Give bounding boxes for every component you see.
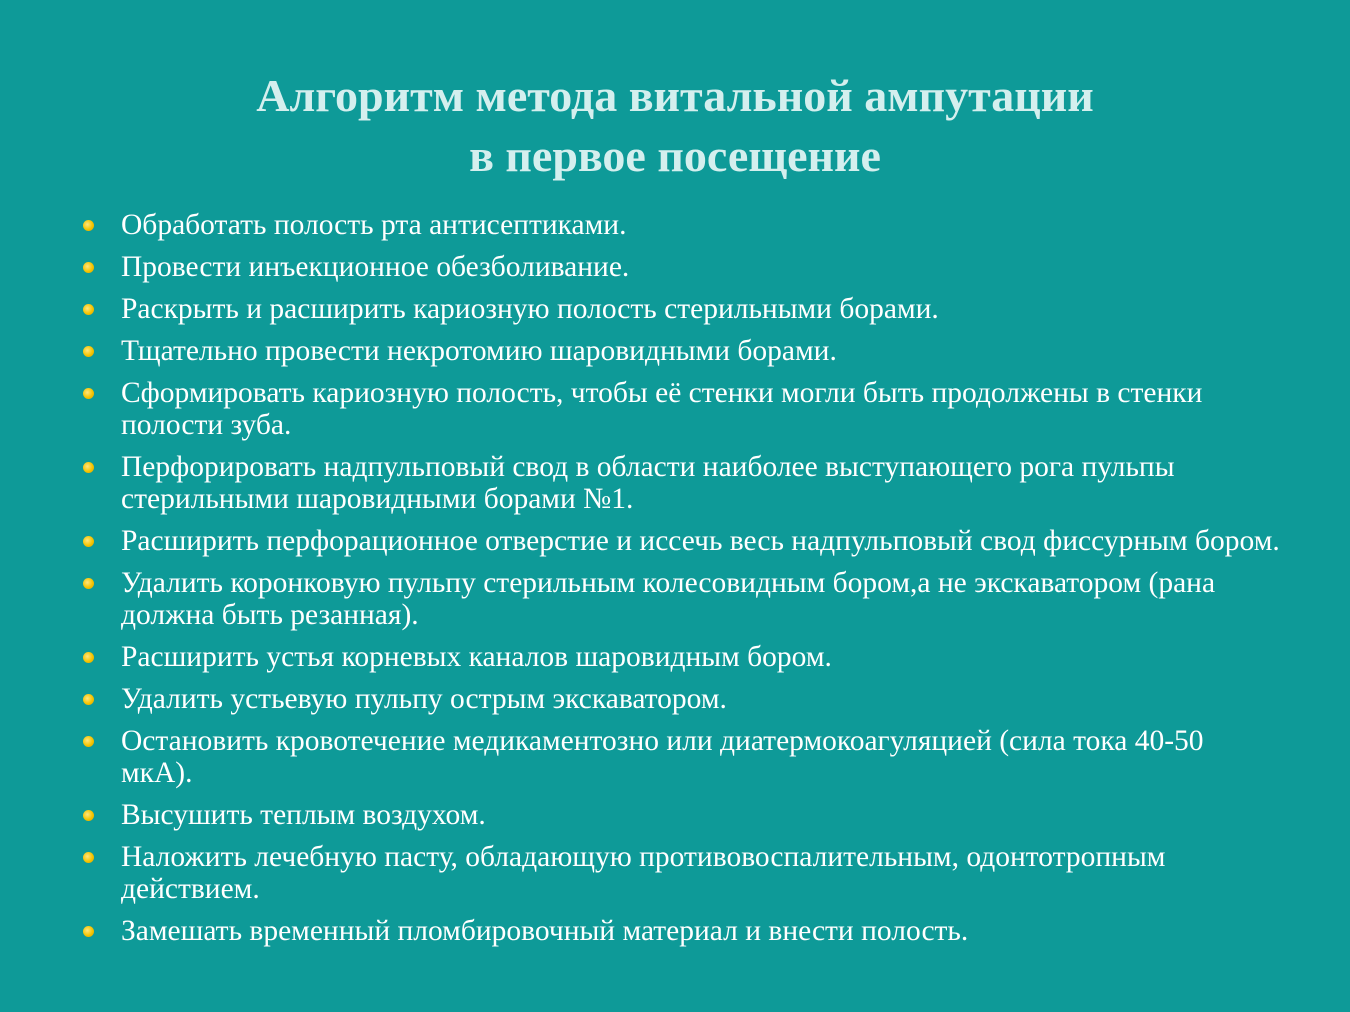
- list-item-text: Высушить теплым воздухом.: [121, 799, 486, 831]
- bullet-icon: [83, 304, 94, 315]
- list-item: [80, 525, 1280, 557]
- list-item: [80, 841, 1280, 905]
- title-line-2: в первое посещение: [469, 130, 881, 181]
- list-item-text: Тщательно провести некротомию шаровидными борами.: [121, 335, 837, 367]
- bullet-icon: [83, 346, 94, 357]
- bullet-icon: [83, 852, 94, 863]
- list-item: [80, 915, 1280, 947]
- list-item: [80, 567, 1280, 631]
- list-item: [80, 335, 1280, 367]
- list-item-text: Сформировать кариозную полость, чтобы её стенки могли быть продолжены в стенки полости зуба.: [121, 377, 1203, 441]
- list-item-text: Обработать полость рта антисептиками.: [121, 209, 627, 241]
- list-item: [80, 451, 1280, 515]
- bullet-icon: [83, 926, 94, 937]
- list-item: [80, 683, 1280, 715]
- list-item: [80, 209, 1280, 241]
- bullet-icon: [83, 694, 94, 705]
- list-item-text: Расширить перфорационное отверстие и иссечь весь надпульповый свод фиссурным бором.: [121, 525, 1280, 557]
- bullet-list: [80, 209, 1280, 957]
- list-item: [80, 251, 1280, 283]
- list-item: [80, 725, 1280, 789]
- list-item: [80, 641, 1280, 673]
- bullet-icon: [83, 736, 94, 747]
- list-item-text: Наложить лечебную пасту, обладающую противовоспалительным, одонтотропным действием.: [121, 841, 1166, 905]
- list-item-text: Удалить коронковую пульпу стерильным колесовидным бором,а не экскаватором (рана должна быть резанная).: [121, 567, 1216, 631]
- list-item-text: Провести инъекционное обезболивание.: [121, 251, 630, 283]
- bullet-icon: [83, 652, 94, 663]
- title-line-1: Алгоритм метода витальной ампутации: [256, 70, 1094, 121]
- list-item-text: Замешать временный пломбировочный материал и внести полость.: [121, 915, 969, 947]
- list-item: [80, 799, 1280, 831]
- list-item-text: Расширить устья корневых каналов шаровидным бором.: [121, 641, 832, 673]
- bullet-icon: [83, 388, 94, 399]
- bullet-icon: [83, 810, 94, 821]
- bullet-icon: [83, 220, 94, 231]
- list-item: [80, 293, 1280, 325]
- list-item-text: Остановить кровотечение медикаментозно или диатермокоагуляцией (сила тока 40-50 мкА).: [121, 725, 1204, 789]
- list-item: [80, 377, 1280, 441]
- bullet-icon: [83, 536, 94, 547]
- list-item-text: Удалить устьевую пульпу острым экскаватором.: [121, 683, 727, 715]
- bullet-icon: [83, 262, 94, 273]
- slide-title: [0, 66, 1350, 186]
- bullet-icon: [83, 578, 94, 589]
- bullet-icon: [83, 462, 94, 473]
- list-item-text: Раскрыть и расширить кариозную полость стерильными борами.: [121, 293, 939, 325]
- list-item-text: Перфорировать надпульповый свод в области наиболее выступающего рога пульпы стерильными шаровидными борами №1.: [121, 451, 1175, 515]
